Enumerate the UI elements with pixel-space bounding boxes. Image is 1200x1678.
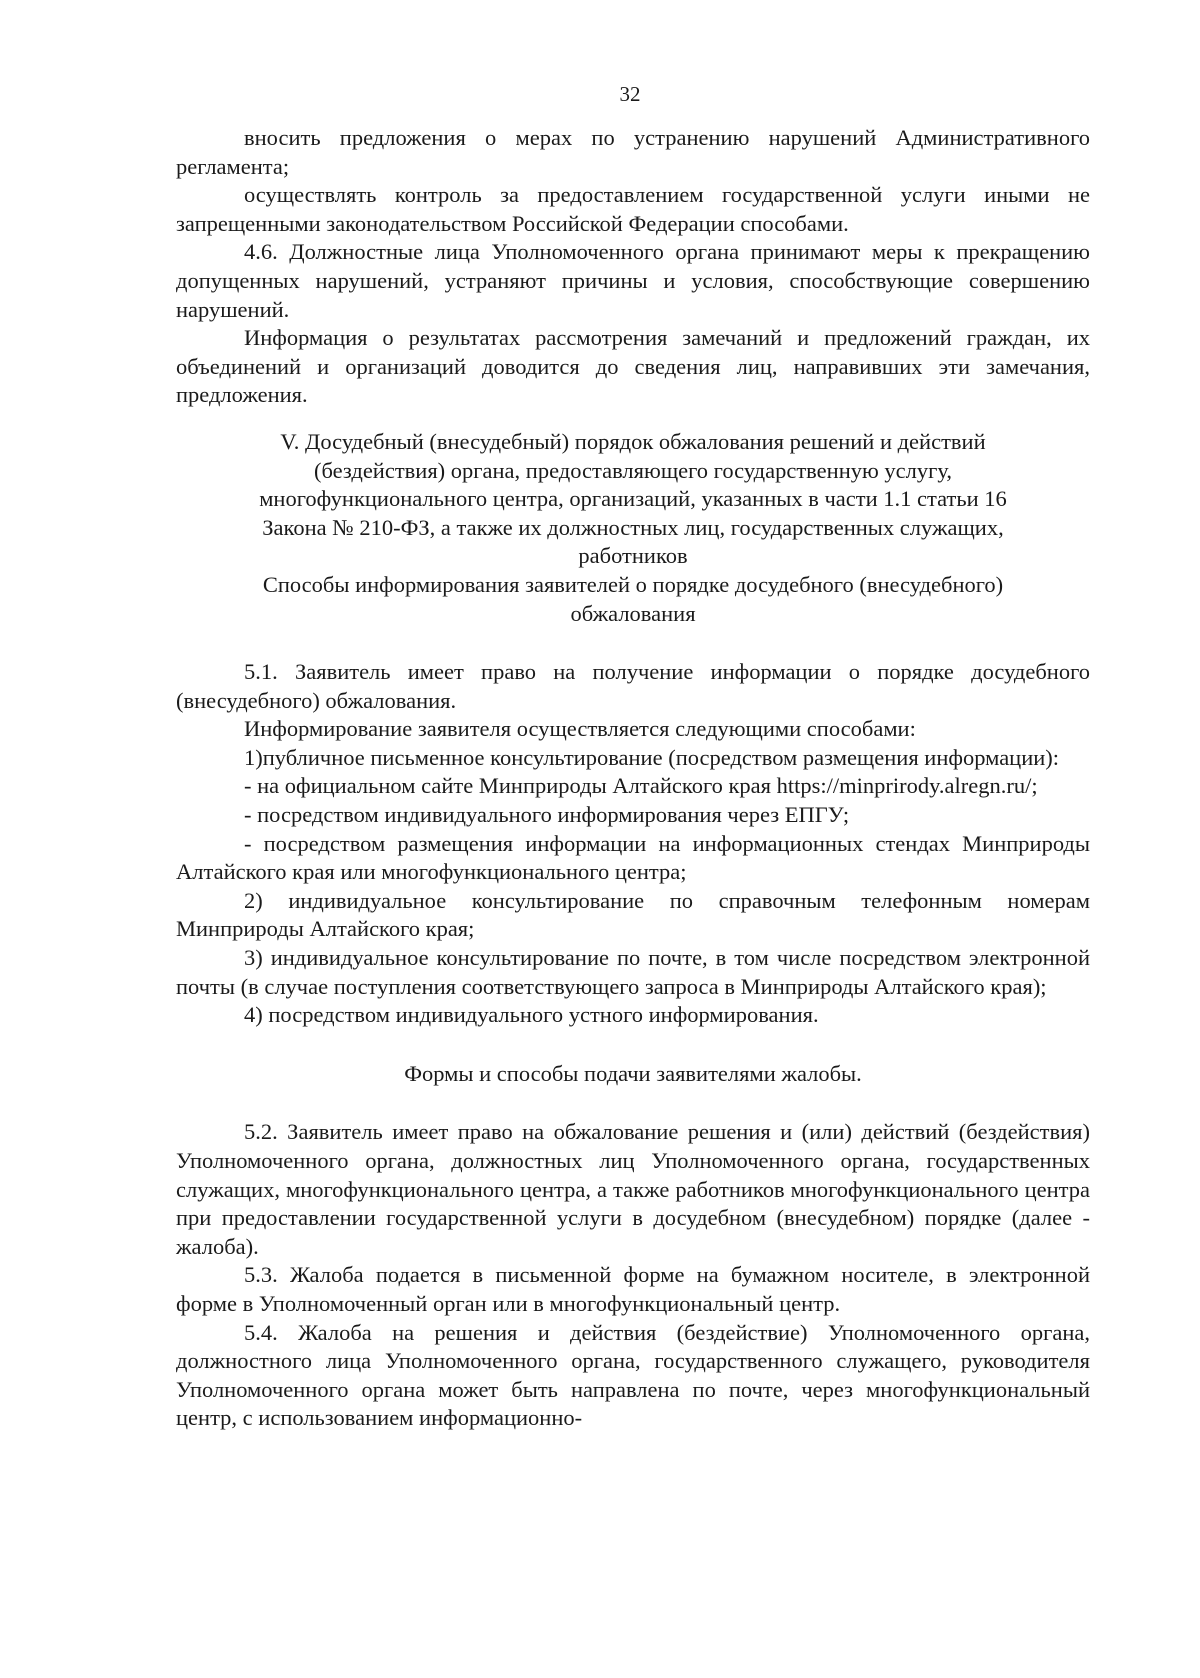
document-body — [176, 124, 1090, 1433]
paragraph: 4) посредством индивидуального устного информирования. — [244, 1002, 819, 1028]
paragraph: - посредством индивидуального информирования через ЕПГУ; — [244, 802, 850, 828]
paragraph: 5.2. Заявитель имеет право на обжалование решения и (или) действий (бездействия) Уполномоченного органа, должностных лиц Уполномоченного органа, государственных служащих, многофункционального центра, а также работников многофункционального центра при предоставлении государственной услуги в досудебном (внесудебном) порядке (далее - жалоба). — [176, 1119, 1090, 1259]
paragraph: 5.4. Жалоба на решения и действия (бездействие) Уполномоченного органа, должностного лица Уполномоченного органа, государственного служащего, руководителя Уполномоченного органа может быть направлена по почте, через многофункциональный центр, с использованием информационно- — [176, 1319, 1090, 1431]
paragraph: - посредством размещения информации на информационных стендах Минприроды Алтайского края или многофункционального центра; — [176, 830, 1090, 885]
paragraph: Информация о результатах рассмотрения замечаний и предложений граждан, их объединений и организаций доводится до сведения лиц, направивших эти замечания, предложения. — [176, 325, 1090, 408]
paragraph: 5.1. Заявитель имеет право на получение информации о порядке досудебного (внесудебного) обжалования. — [176, 659, 1090, 713]
paragraph: 2) индивидуальное консультирование по справочным телефонным номерам Минприроды Алтайского края; — [176, 887, 1090, 942]
section-heading: V. Досудебный (внесудебный) порядок обжалования решений и действий (бездействия) органа, предоставляющего государственную услугу, многофункционального центра, организаций, указанных в части 1.1 статьи 16 Закона № 210-ФЗ, а также их должностных лиц, государственных служащих, работников — [259, 428, 1007, 569]
page-number: 32 — [619, 82, 641, 106]
paragraph: Информирование заявителя осуществляется следующими способами: — [244, 716, 916, 742]
paragraph: осуществлять контроль за предоставлением государственной услуги иными не запрещенными законодательством Российской Федерации способами. — [176, 182, 1090, 236]
paragraph: - на официальном сайте Минприроды Алтайского края https://minprirody.alregn.ru/; — [244, 773, 1038, 799]
paragraph: 4.6. Должностные лица Уполномоченного органа принимают меры к прекращению допущенных нарушений, устраняют причины и условия, способствующие совершению нарушений. — [176, 239, 1090, 322]
paragraph: 5.3. Жалоба подается в письменной форме на бумажном носителе, в электронной форме в Уполномоченный орган или в многофункциональный центр. — [176, 1262, 1090, 1316]
subheading-complaints: Формы и способы подачи заявителями жалобы. — [404, 1060, 862, 1086]
paragraph: 3) индивидуальное консультирование по почте, в том числе посредством электронной почты (в случае поступления соответствующего запроса в Минприроды Алтайского края); — [176, 945, 1090, 999]
paragraph: 1)публичное письменное консультирование (посредством размещения информации): — [244, 744, 1060, 770]
paragraph: вносить предложения о мерах по устранению нарушений Административного регламента; — [176, 125, 1090, 179]
subheading-informing: Способы информирования заявителей о порядке досудебного (внесудебного) обжалования — [262, 571, 1004, 626]
